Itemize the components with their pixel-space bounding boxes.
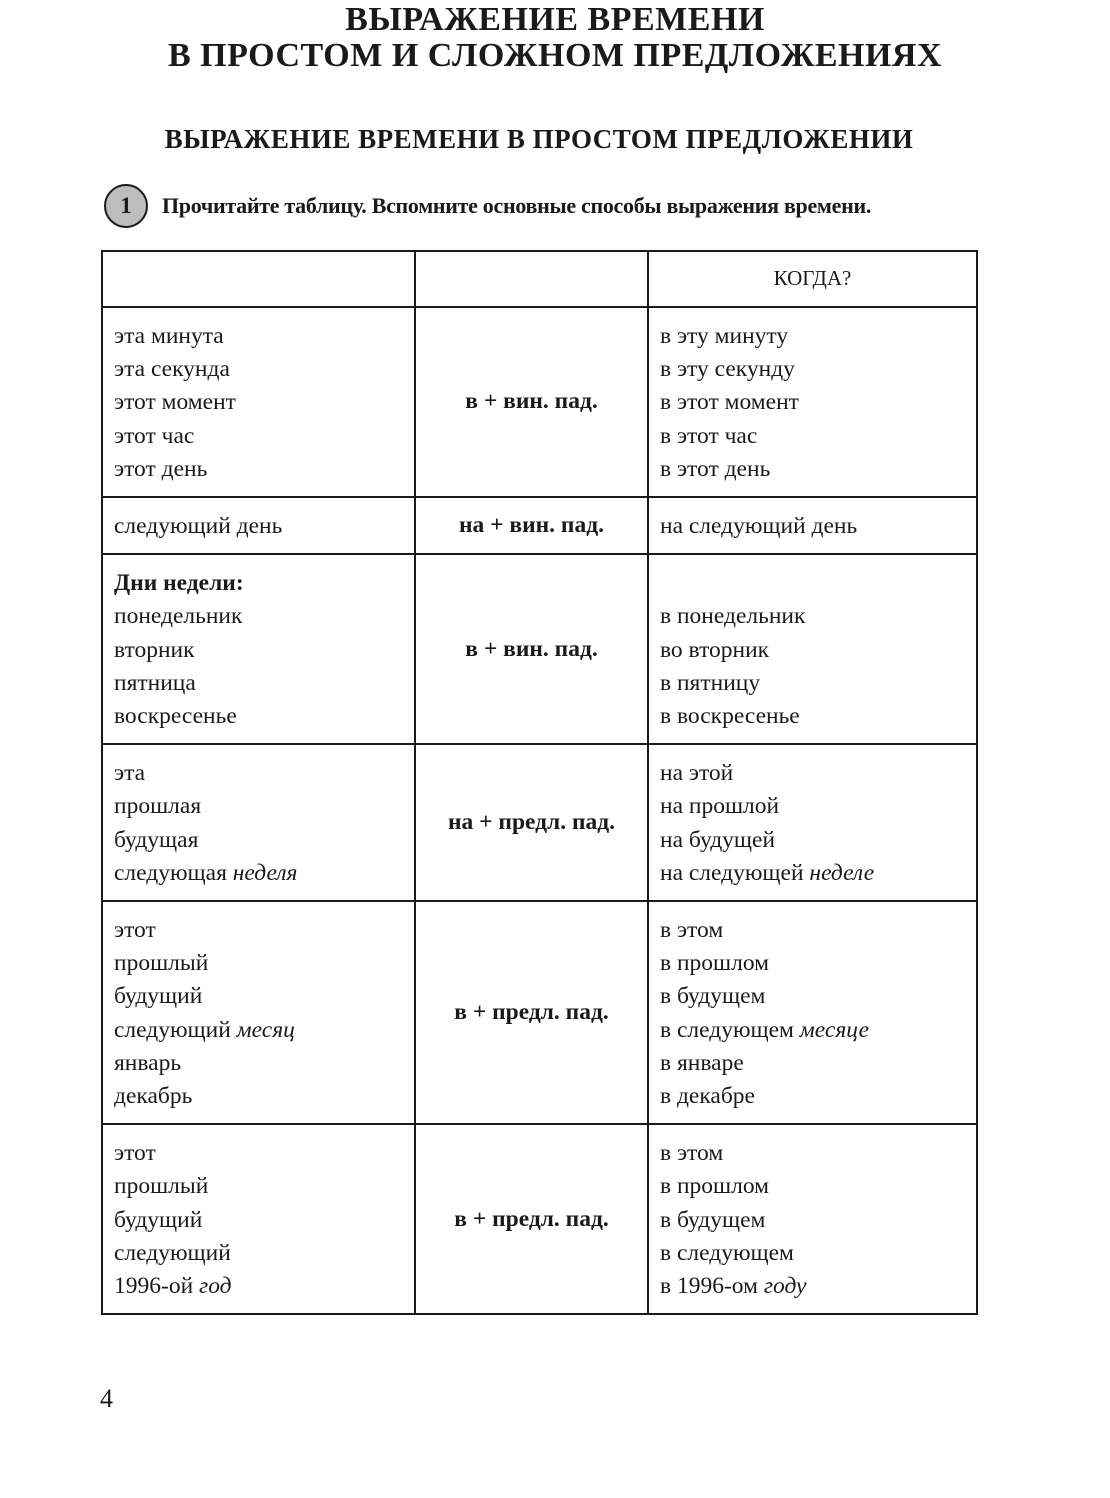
base-form: следующая	[114, 859, 227, 886]
section-title: ВЫРАЖЕНИЕ ВРЕМЕНИ В ПРОСТОМ ПРЕДЛОЖЕНИИ	[164, 124, 914, 154]
base-form: будущая	[114, 826, 199, 853]
task-instruction	[104, 182, 871, 230]
time-expression: в прошлом	[660, 1173, 770, 1200]
base-form-cell	[102, 1124, 415, 1314]
base-form: 1996-ой	[114, 1273, 194, 1300]
time-expression-table	[101, 250, 978, 1315]
time-expression: на этой	[660, 760, 734, 787]
table-row	[102, 554, 977, 744]
table-header-row	[102, 251, 977, 307]
task-text: Прочитайте таблицу. Вспомните основные способы выражения времени.	[162, 193, 872, 218]
base-form-cell	[102, 744, 415, 901]
base-form: эта секунда	[114, 356, 230, 383]
time-expression-cell	[648, 901, 977, 1124]
base-form-cell	[102, 497, 415, 554]
time-expression: в этот момент	[660, 389, 799, 416]
noun-italic: неделе	[809, 859, 875, 886]
grammar-rule: в + предл. пад.	[415, 901, 648, 1124]
base-form: следующий	[114, 1239, 231, 1266]
time-expression: в пятницу	[660, 669, 761, 696]
time-expression: в понедельник	[660, 603, 806, 630]
table-row	[102, 497, 977, 554]
noun-italic: году	[763, 1273, 807, 1300]
noun-italic: месяц	[236, 1016, 295, 1043]
base-form: вторник	[114, 636, 195, 663]
grammar-rule: в + вин. пад.	[415, 307, 648, 497]
noun-italic: неделя	[232, 859, 298, 886]
time-expression-cell	[648, 744, 977, 901]
header-cell-1	[102, 251, 415, 307]
base-form: эта	[114, 760, 146, 787]
base-form: январь	[114, 1049, 182, 1076]
time-expression: в эту минуту	[660, 323, 789, 349]
spacer-line	[660, 567, 965, 600]
base-form: этот час	[114, 422, 195, 449]
table-row	[102, 1124, 977, 1314]
time-expression: на будущей	[660, 826, 776, 853]
header-cell-2	[415, 251, 648, 307]
base-form: этот день	[114, 455, 208, 482]
base-form: следующий	[114, 1016, 231, 1043]
time-expression: в следующем	[660, 1016, 794, 1043]
time-expression: в январе	[660, 1049, 744, 1076]
time-expression: в этом	[660, 1140, 724, 1167]
time-expression: в прошлом	[660, 950, 770, 977]
grammar-rule: на + предл. пад.	[415, 744, 648, 901]
time-expression: в 1996-ом	[660, 1273, 758, 1300]
base-form: понедельник	[114, 603, 243, 630]
grammar-rule: в + вин. пад.	[415, 554, 648, 744]
noun-italic: год	[199, 1273, 232, 1300]
time-expression: в этот час	[660, 422, 758, 449]
header-cell-when: КОГДА?	[648, 251, 977, 307]
time-expression: на следующей	[660, 859, 804, 886]
time-expression-cell	[648, 497, 977, 554]
time-expression: на прошлой	[660, 793, 780, 820]
base-form: воскресенье	[114, 703, 237, 730]
time-expression: в воскресенье	[660, 703, 800, 730]
noun-italic: месяце	[799, 1016, 870, 1043]
base-form: прошлый	[114, 950, 209, 977]
grammar-rule: на + вин. пад.	[415, 497, 648, 554]
grammar-rule: в + предл. пад.	[415, 1124, 648, 1314]
chapter-title-line1: ВЫРАЖЕНИЕ ВРЕМЕНИ	[345, 1, 765, 38]
base-form: будущий	[114, 983, 203, 1010]
time-expression: в этом	[660, 917, 724, 944]
base-form-cell	[102, 901, 415, 1124]
time-expression: на следующий день	[660, 513, 858, 540]
time-expression-cell	[648, 1124, 977, 1314]
table-row	[102, 901, 977, 1124]
table-row	[102, 744, 977, 901]
base-form-cell	[102, 307, 415, 497]
task-number-badge: 1	[104, 184, 148, 228]
time-expression: в будущем	[660, 983, 766, 1010]
base-form: декабрь	[114, 1083, 193, 1110]
base-form: этот	[114, 1140, 156, 1167]
base-form: эта минута	[114, 323, 224, 349]
chapter-title-line2: В ПРОСТОМ И СЛОЖНОМ ПРЕДЛОЖЕНИЯХ	[167, 37, 943, 74]
base-form: этот момент	[114, 389, 236, 416]
base-form: будущий	[114, 1206, 203, 1233]
time-expression: в этот день	[660, 455, 771, 482]
base-form: следующий день	[114, 513, 283, 540]
base-form-cell	[102, 554, 415, 744]
time-expression: в следующем	[660, 1239, 794, 1266]
base-form: прошлая	[114, 793, 202, 820]
weekdays-heading: Дни недели:	[114, 570, 244, 597]
time-expression: во вторник	[660, 636, 770, 663]
page-number: 4	[100, 1384, 113, 1413]
time-expression: в эту секунду	[660, 356, 795, 383]
time-expression: в будущем	[660, 1206, 766, 1233]
time-expression-cell	[648, 307, 977, 497]
base-form: пятница	[114, 669, 196, 696]
base-form: этот	[114, 917, 156, 944]
base-form: прошлый	[114, 1173, 209, 1200]
table-row	[102, 307, 977, 497]
time-expression: в декабре	[660, 1083, 755, 1110]
time-expression-cell	[648, 554, 977, 744]
